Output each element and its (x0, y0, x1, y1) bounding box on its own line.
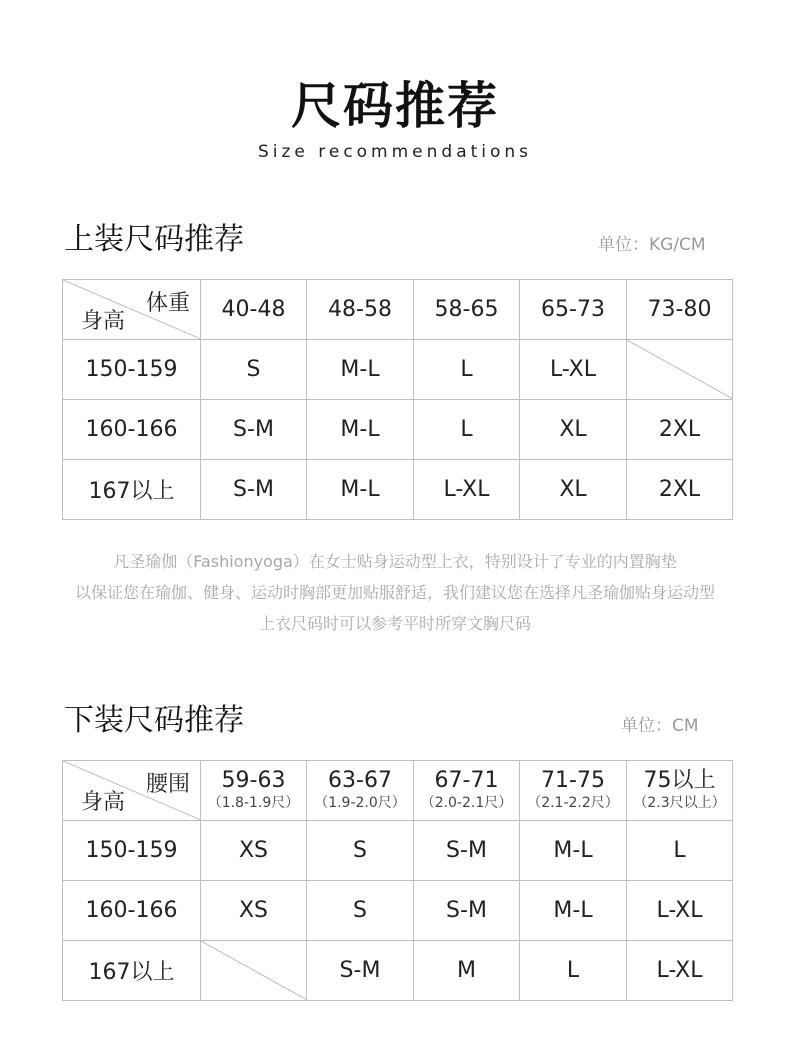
table-row (63, 881, 733, 941)
size-cell: S-M (201, 400, 307, 460)
weight-label: 体重 (145, 291, 190, 316)
weight-column-header: 48-58 (307, 280, 414, 340)
size-cell: L-XL (627, 881, 733, 941)
top-unit-label: 单位：KG/CM (598, 235, 706, 255)
note-line: 上衣尺码时可以参考平时所穿文胸尺码 (258, 614, 531, 633)
height-row-header: 167以上 (63, 941, 201, 1001)
size-cell: M-L (520, 821, 627, 881)
page-subtitle: Size recommendations (257, 142, 533, 162)
weight-column-header: 40-48 (201, 280, 307, 340)
size-cell: XS (201, 821, 307, 881)
waist-column-header: 71-75 （2.1-2.2尺） (520, 761, 627, 821)
size-cell: S-M (201, 460, 307, 520)
size-cell: XS (201, 881, 307, 941)
size-cell: S-M (414, 821, 520, 881)
size-cell: S (307, 821, 414, 881)
size-cell: L-XL (627, 941, 733, 1001)
table-row (63, 400, 733, 460)
size-cell: L-XL (520, 340, 627, 400)
size-cell: 2XL (627, 400, 733, 460)
waist-column-header: 67-71 （2.0-2.1尺） (414, 761, 520, 821)
waist-column-header: 75以上 （2.3尺以上） (627, 761, 733, 821)
height-row-header: 160-166 (63, 400, 201, 460)
size-cell: 2XL (627, 460, 733, 520)
note-line: 以保证您在瑜伽、健身、运动时胸部更加贴服舒适，我们建议您在选择凡圣瑜伽贴身运动型 (74, 583, 715, 602)
size-cell: XL (520, 460, 627, 520)
size-cell: L-XL (414, 460, 520, 520)
size-cell: L (414, 340, 520, 400)
size-cell: XL (520, 400, 627, 460)
size-cell: L (627, 821, 733, 881)
size-cell: S (307, 881, 414, 941)
height-row-header: 160-166 (63, 881, 201, 941)
top-corner-header (63, 280, 201, 340)
size-note (0, 546, 790, 639)
top-size-heading: 上装尺码推荐 (64, 222, 244, 257)
size-cell: M-L (307, 460, 414, 520)
waist-column-header: 59-63 （1.8-1.9尺） (201, 761, 307, 821)
bottom-size-heading: 下装尺码推荐 (64, 703, 244, 738)
table-row (63, 821, 733, 881)
bottom-unit-label: 单位：CM (621, 716, 699, 736)
note-line: 凡圣瑜伽（Fashionyoga）在女士贴身运动型上衣，特别设计了专业的内置胸垫 (113, 552, 677, 571)
height-row-header: 150-159 (63, 821, 201, 881)
empty-size-cell (627, 340, 733, 400)
size-cell: S-M (307, 941, 414, 1001)
size-cell: M-L (307, 400, 414, 460)
size-cell: S (201, 340, 307, 400)
waist-column-header: 63-67 （1.9-2.0尺） (307, 761, 414, 821)
height-row-header: 167以上 (63, 460, 201, 520)
height-row-header: 150-159 (63, 340, 201, 400)
waist-label: 腰围 (145, 772, 190, 797)
weight-column-header: 58-65 (414, 280, 520, 340)
height-label: 身高 (81, 309, 126, 334)
bottom-size-table (62, 760, 733, 1001)
size-cell: M (414, 941, 520, 1001)
table-row (63, 941, 733, 1001)
page-title: 尺码推荐 (291, 77, 499, 135)
size-cell: S-M (414, 881, 520, 941)
bottom-corner-header (63, 761, 201, 821)
size-cell: M-L (520, 881, 627, 941)
size-cell: L (414, 400, 520, 460)
top-size-table (62, 279, 733, 520)
empty-size-cell (201, 941, 307, 1001)
height-label: 身高 (81, 790, 126, 815)
weight-column-header: 65-73 (520, 280, 627, 340)
weight-column-header: 73-80 (627, 280, 733, 340)
table-row (63, 340, 733, 400)
size-cell: L (520, 941, 627, 1001)
table-row (63, 460, 733, 520)
size-cell: M-L (307, 340, 414, 400)
